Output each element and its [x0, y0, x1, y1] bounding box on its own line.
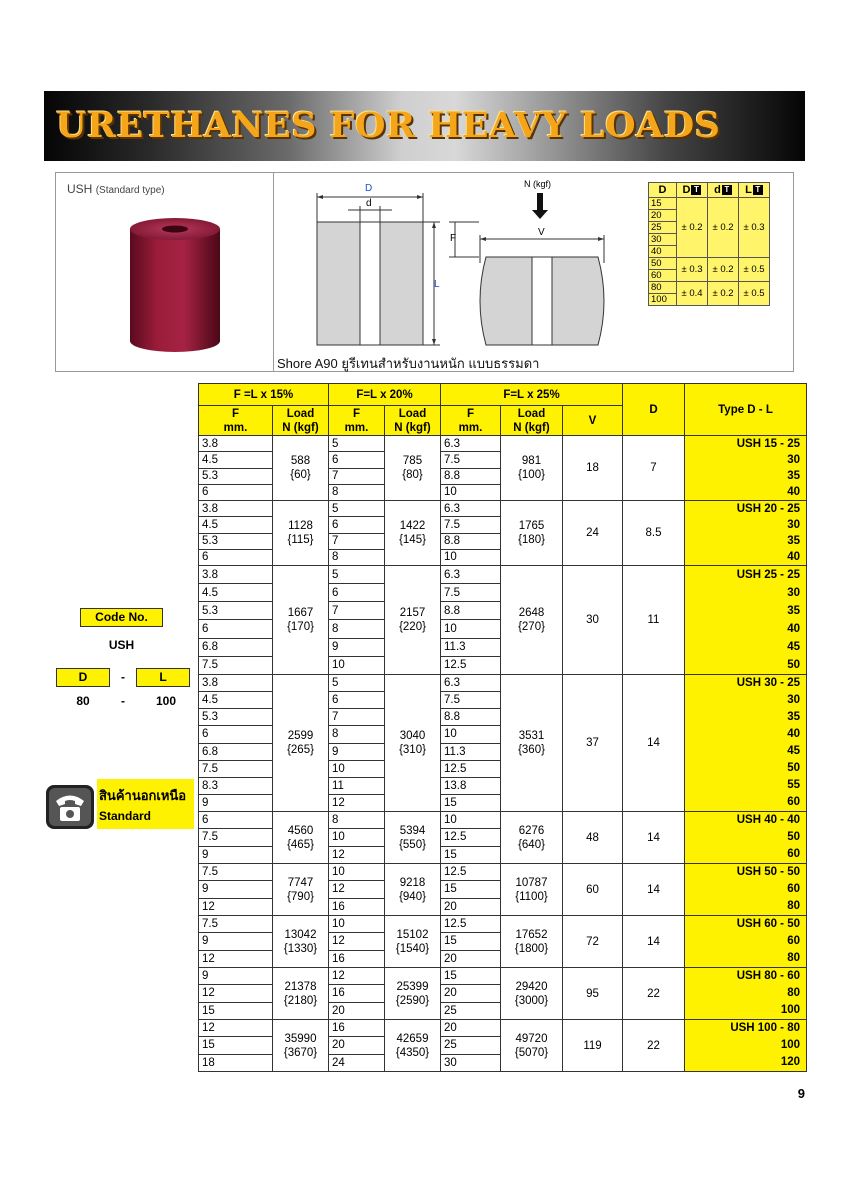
load20-cell: 42659 {4350}	[385, 1020, 441, 1072]
table-row	[199, 436, 807, 452]
product-type-note: (Standard type)	[95, 185, 165, 196]
load20-cell: 25399 {2590}	[385, 968, 441, 1020]
type-entry: 50	[787, 659, 800, 671]
f25-cell: 15	[441, 794, 501, 811]
f25-cell: 8.8	[441, 602, 501, 620]
type-entry: 80	[787, 987, 800, 999]
load25-cell: 6276 {640}	[501, 812, 563, 864]
v-cell: 24	[563, 501, 623, 566]
tol-d: 20	[649, 210, 677, 222]
f20-cell: 6	[329, 452, 385, 468]
f25-cell: 10	[441, 484, 501, 500]
type-entry: USH 50 - 50	[736, 866, 800, 878]
f15-cell: 9	[199, 968, 273, 985]
tol-d: 15	[649, 198, 677, 210]
f20-cell: 8	[329, 549, 385, 565]
load15-cell: 21378 {2180}	[273, 968, 329, 1020]
load25-cell: 10787 {1100}	[501, 864, 563, 916]
type-entry: USH 80 - 60	[736, 970, 800, 982]
f15-cell: 9	[199, 933, 273, 950]
f15-cell: 15	[199, 1002, 273, 1019]
type-entry: 45	[787, 641, 800, 653]
v-cell: 60	[563, 864, 623, 916]
f15-cell: 7.5	[199, 760, 273, 777]
f15-cell: 8.3	[199, 777, 273, 794]
f20-cell: 8	[329, 484, 385, 500]
f20-cell: 10	[329, 760, 385, 777]
f20-cell: 11	[329, 777, 385, 794]
f25-cell: 12.5	[441, 916, 501, 933]
d-cell: 14	[623, 864, 685, 916]
f20-cell: 20	[329, 1002, 385, 1019]
f20-cell: 16	[329, 985, 385, 1002]
example-d: 80	[76, 694, 90, 708]
tol-L-value: ± 0.5	[739, 258, 770, 282]
f20-cell: 20	[329, 1037, 385, 1054]
f25-cell: 11.3	[441, 638, 501, 656]
f20-cell: 16	[329, 898, 385, 915]
label-D: D	[365, 183, 373, 194]
f25-cell: 25	[441, 1002, 501, 1019]
d-cell: 14	[623, 812, 685, 864]
tol-L-value: ± 0.5	[739, 282, 770, 306]
type-entry: 100	[780, 1004, 800, 1016]
f15-cell: 6	[199, 726, 273, 743]
f25-cell: 12.5	[441, 864, 501, 881]
product-photo-panel	[55, 172, 274, 372]
type-entry: 45	[787, 745, 800, 757]
type-entry: 60	[787, 796, 800, 808]
f20-cell: 12	[329, 794, 385, 811]
f15-cell: 3.8	[199, 566, 273, 584]
col-type: Type D - L	[685, 384, 807, 436]
f20-cell: 10	[329, 864, 385, 881]
load-table	[198, 383, 807, 1072]
f25-cell: 15	[441, 846, 501, 863]
type-entry: 60	[787, 935, 800, 947]
f25-cell: 10	[441, 549, 501, 565]
load25-cell: 17652 {1800}	[501, 916, 563, 968]
f15-cell: 5.3	[199, 602, 273, 620]
tol-header-d: D	[649, 183, 677, 198]
tolerance-header-row	[649, 183, 770, 198]
type-entry: 35	[787, 470, 800, 482]
type-cell	[685, 968, 807, 1020]
f15-cell: 6	[199, 812, 273, 829]
code-value: USH	[108, 638, 135, 652]
product-code: USH	[67, 182, 93, 196]
label-d: d	[366, 198, 372, 209]
load15-cell: 4560 {465}	[273, 812, 329, 864]
type-entry: 40	[787, 728, 800, 740]
table-row	[199, 864, 807, 881]
f25-cell: 8.8	[441, 709, 501, 726]
type-entry: 35	[787, 535, 800, 547]
col-load25: Load N (kgf)	[501, 406, 563, 436]
f15-cell: 5.3	[199, 468, 273, 484]
table-row	[199, 1020, 807, 1037]
group-header-20: F=L x 20%	[329, 384, 441, 406]
d-cell: 22	[623, 968, 685, 1020]
page-number: 9	[797, 1086, 805, 1101]
type-entry: 35	[787, 605, 800, 617]
f25-cell: 12.5	[441, 656, 501, 674]
f20-cell: 16	[329, 1020, 385, 1037]
table-row	[199, 968, 807, 985]
tol-d: 100	[649, 294, 677, 306]
load15-cell: 1128 {115}	[273, 501, 329, 566]
v-cell: 30	[563, 566, 623, 675]
tol-header-D: D T	[677, 183, 708, 198]
group-header-25: F=L x 25%	[441, 384, 623, 406]
type-entry: USH 100 - 80	[730, 1022, 800, 1034]
label-load: N (kgf)	[524, 179, 551, 189]
f25-cell: 10	[441, 812, 501, 829]
load15-cell: 7747 {790}	[273, 864, 329, 916]
label-L: L	[434, 279, 440, 290]
type-cell	[685, 864, 807, 916]
v-cell: 119	[563, 1020, 623, 1072]
tolerance-table	[648, 182, 770, 306]
f20-cell: 16	[329, 950, 385, 967]
tol-header-L: L T	[739, 183, 770, 198]
f25-cell: 15	[441, 881, 501, 898]
f20-cell: 6	[329, 517, 385, 533]
type-entry: 30	[787, 694, 800, 706]
v-cell: 48	[563, 812, 623, 864]
type-entry: USH 30 - 25	[736, 677, 800, 689]
tol-d-value: ± 0.2	[708, 198, 739, 258]
table-row	[199, 812, 807, 829]
f15-cell: 5.3	[199, 709, 273, 726]
f25-cell: 20	[441, 950, 501, 967]
f20-cell: 12	[329, 933, 385, 950]
f20-cell: 10	[329, 916, 385, 933]
type-entry: USH 20 - 25	[736, 503, 800, 515]
table-row	[199, 501, 807, 517]
f15-cell: 3.8	[199, 675, 273, 692]
f25-cell: 10	[441, 726, 501, 743]
f25-cell: 7.5	[441, 517, 501, 533]
type-entry: 40	[787, 551, 800, 563]
tol-D-value: ± 0.3	[677, 258, 708, 282]
f15-cell: 9	[199, 846, 273, 863]
type-entry: USH 25 - 25	[736, 569, 800, 581]
f20-cell: 10	[329, 829, 385, 846]
type-cell	[685, 675, 807, 812]
code-no-label: Code No.	[80, 608, 163, 627]
f25-cell: 15	[441, 933, 501, 950]
tol-d: 80	[649, 282, 677, 294]
tol-header-dd: d T	[708, 183, 739, 198]
f15-cell: 5.3	[199, 533, 273, 549]
f15-cell: 12	[199, 1020, 273, 1037]
table-group-header	[199, 384, 807, 406]
d-cell: 14	[623, 916, 685, 968]
f20-cell: 7	[329, 709, 385, 726]
d-cell: 11	[623, 566, 685, 675]
table-row	[199, 916, 807, 933]
f20-cell: 12	[329, 846, 385, 863]
f15-cell: 4.5	[199, 452, 273, 468]
f25-cell: 6.3	[441, 436, 501, 452]
f25-cell: 8.8	[441, 533, 501, 549]
l-label-box: L	[136, 668, 190, 687]
example-dash: -	[121, 694, 125, 708]
f15-cell: 4.5	[199, 584, 273, 602]
f25-cell: 6.3	[441, 566, 501, 584]
tol-d: 60	[649, 270, 677, 282]
tol-d: 50	[649, 258, 677, 270]
load25-cell: 29420 {3000}	[501, 968, 563, 1020]
col-f15: F mm.	[199, 406, 273, 436]
type-entry: 30	[787, 519, 800, 531]
f15-cell: 6.8	[199, 743, 273, 760]
f15-cell: 6.8	[199, 638, 273, 656]
f25-cell: 10	[441, 620, 501, 638]
f20-cell: 7	[329, 602, 385, 620]
f20-cell: 10	[329, 656, 385, 674]
f15-cell: 7.5	[199, 829, 273, 846]
f15-cell: 4.5	[199, 517, 273, 533]
f20-cell: 6	[329, 584, 385, 602]
d-cell: 22	[623, 1020, 685, 1072]
d-cell: 8.5	[623, 501, 685, 566]
tol-L-value: ± 0.3	[739, 198, 770, 258]
v-cell: 72	[563, 916, 623, 968]
non-standard-line2: Standard	[99, 809, 152, 823]
type-entry: 50	[787, 762, 800, 774]
f25-cell: 13.8	[441, 777, 501, 794]
f20-cell: 8	[329, 812, 385, 829]
d-cell: 7	[623, 436, 685, 501]
load25-cell: 49720 {5070}	[501, 1020, 563, 1072]
type-entry: USH 60 - 50	[736, 918, 800, 930]
f25-cell: 8.8	[441, 468, 501, 484]
f20-cell: 5	[329, 501, 385, 517]
type-entry: 30	[787, 454, 800, 466]
f25-cell: 11.3	[441, 743, 501, 760]
f15-cell: 7.5	[199, 656, 273, 674]
f20-cell: 5	[329, 566, 385, 584]
d-cell: 14	[623, 675, 685, 812]
f15-cell: 7.5	[199, 864, 273, 881]
f15-cell: 6	[199, 549, 273, 565]
f25-cell: 7.5	[441, 584, 501, 602]
load20-cell: 3040 {310}	[385, 675, 441, 812]
type-cell	[685, 436, 807, 501]
load20-cell: 1422 {145}	[385, 501, 441, 566]
f15-cell: 18	[199, 1054, 273, 1071]
f25-cell: 25	[441, 1037, 501, 1054]
type-entry: USH 15 - 25	[736, 438, 800, 450]
type-entry: 100	[780, 1039, 800, 1051]
f25-cell: 15	[441, 968, 501, 985]
load25-cell: 3531 {360}	[501, 675, 563, 812]
f15-cell: 3.8	[199, 501, 273, 517]
f25-cell: 30	[441, 1054, 501, 1071]
f15-cell: 9	[199, 881, 273, 898]
f20-cell: 12	[329, 881, 385, 898]
f20-cell: 7	[329, 468, 385, 484]
type-cell	[685, 566, 807, 675]
v-cell: 37	[563, 675, 623, 812]
load25-cell: 2648 {270}	[501, 566, 563, 675]
v-cell: 18	[563, 436, 623, 501]
non-standard-line1: สินค้านอกเหนือ	[99, 788, 187, 803]
f25-cell: 20	[441, 1020, 501, 1037]
type-entry: 35	[787, 711, 800, 723]
tol-D-value: ± 0.2	[677, 198, 708, 258]
tol-d: 30	[649, 234, 677, 246]
f15-cell: 12	[199, 950, 273, 967]
f25-cell: 7.5	[441, 692, 501, 709]
load25-cell: 981 {100}	[501, 436, 563, 501]
type-entry: 80	[787, 952, 800, 964]
f15-cell: 15	[199, 1037, 273, 1054]
type-cell	[685, 812, 807, 864]
f20-cell: 8	[329, 726, 385, 743]
load20-cell: 785 {80}	[385, 436, 441, 501]
urethane-bushing-image	[56, 173, 273, 371]
dimension-diagram-panel	[273, 172, 794, 372]
col-d: D	[623, 384, 685, 436]
header-banner	[44, 91, 805, 161]
type-entry: 80	[787, 900, 800, 912]
f20-cell: 12	[329, 968, 385, 985]
table-row	[199, 566, 807, 584]
load15-cell: 35990 {3670}	[273, 1020, 329, 1072]
f25-cell: 6.3	[441, 501, 501, 517]
f25-cell: 7.5	[441, 452, 501, 468]
load15-cell: 13042 {1330}	[273, 916, 329, 968]
load15-cell: 588 {60}	[273, 436, 329, 501]
tol-d: 25	[649, 222, 677, 234]
label-F: F	[450, 233, 457, 244]
type-entry: 40	[787, 623, 800, 635]
type-entry: USH 40 - 40	[736, 814, 800, 826]
col-f20: F mm.	[329, 406, 385, 436]
f25-cell: 20	[441, 898, 501, 915]
type-cell	[685, 1020, 807, 1072]
tol-d-value: ± 0.2	[708, 282, 739, 306]
load20-cell: 2157 {220}	[385, 566, 441, 675]
col-f25: F mm.	[441, 406, 501, 436]
f20-cell: 5	[329, 436, 385, 452]
f15-cell: 6	[199, 620, 273, 638]
d-label-box: D	[56, 668, 110, 687]
page-title: URETHANES FOR HEAVY LOADS	[56, 105, 721, 146]
f20-cell: 7	[329, 533, 385, 549]
dash: -	[121, 670, 125, 684]
col-load20: Load N (kgf)	[385, 406, 441, 436]
type-entry: 60	[787, 883, 800, 895]
load20-cell: 15102 {1540}	[385, 916, 441, 968]
f20-cell: 9	[329, 638, 385, 656]
f15-cell: 6	[199, 484, 273, 500]
load20-cell: 5394 {550}	[385, 812, 441, 864]
f20-cell: 9	[329, 743, 385, 760]
f15-cell: 12	[199, 985, 273, 1002]
f15-cell: 7.5	[199, 916, 273, 933]
type-entry: 30	[787, 587, 800, 599]
dimension-drawing	[274, 173, 644, 353]
type-entry: 120	[780, 1056, 800, 1068]
f25-cell: 20	[441, 985, 501, 1002]
telephone-icon	[45, 784, 95, 830]
f15-cell: 3.8	[199, 436, 273, 452]
f25-cell: 6.3	[441, 675, 501, 692]
v-cell: 95	[563, 968, 623, 1020]
load15-cell: 1667 {170}	[273, 566, 329, 675]
type-entry: 40	[787, 486, 800, 498]
shore-caption: Shore A90 ยูรีเทนสำหรับงานหนัก แบบธรรมดา	[277, 356, 540, 371]
tol-d-value: ± 0.2	[708, 258, 739, 282]
load25-cell: 1765 {180}	[501, 501, 563, 566]
type-entry: 60	[787, 848, 800, 860]
load20-cell: 9218 {940}	[385, 864, 441, 916]
type-entry: 55	[787, 779, 800, 791]
f15-cell: 9	[199, 794, 273, 811]
table-row	[199, 675, 807, 692]
f20-cell: 5	[329, 675, 385, 692]
type-cell	[685, 501, 807, 566]
load15-cell: 2599 {265}	[273, 675, 329, 812]
f20-cell: 24	[329, 1054, 385, 1071]
f20-cell: 6	[329, 692, 385, 709]
col-load15: Load N (kgf)	[273, 406, 329, 436]
f25-cell: 12.5	[441, 760, 501, 777]
f15-cell: 12	[199, 898, 273, 915]
tol-D-value: ± 0.4	[677, 282, 708, 306]
f15-cell: 4.5	[199, 692, 273, 709]
example-l: 100	[155, 694, 177, 708]
type-entry: 50	[787, 831, 800, 843]
f25-cell: 12.5	[441, 829, 501, 846]
col-v: V	[563, 406, 623, 436]
label-V: V	[538, 227, 545, 238]
group-header-15: F =L x 15%	[199, 384, 329, 406]
non-standard-note	[97, 779, 194, 829]
tol-d: 40	[649, 246, 677, 258]
f20-cell: 8	[329, 620, 385, 638]
type-cell	[685, 916, 807, 968]
